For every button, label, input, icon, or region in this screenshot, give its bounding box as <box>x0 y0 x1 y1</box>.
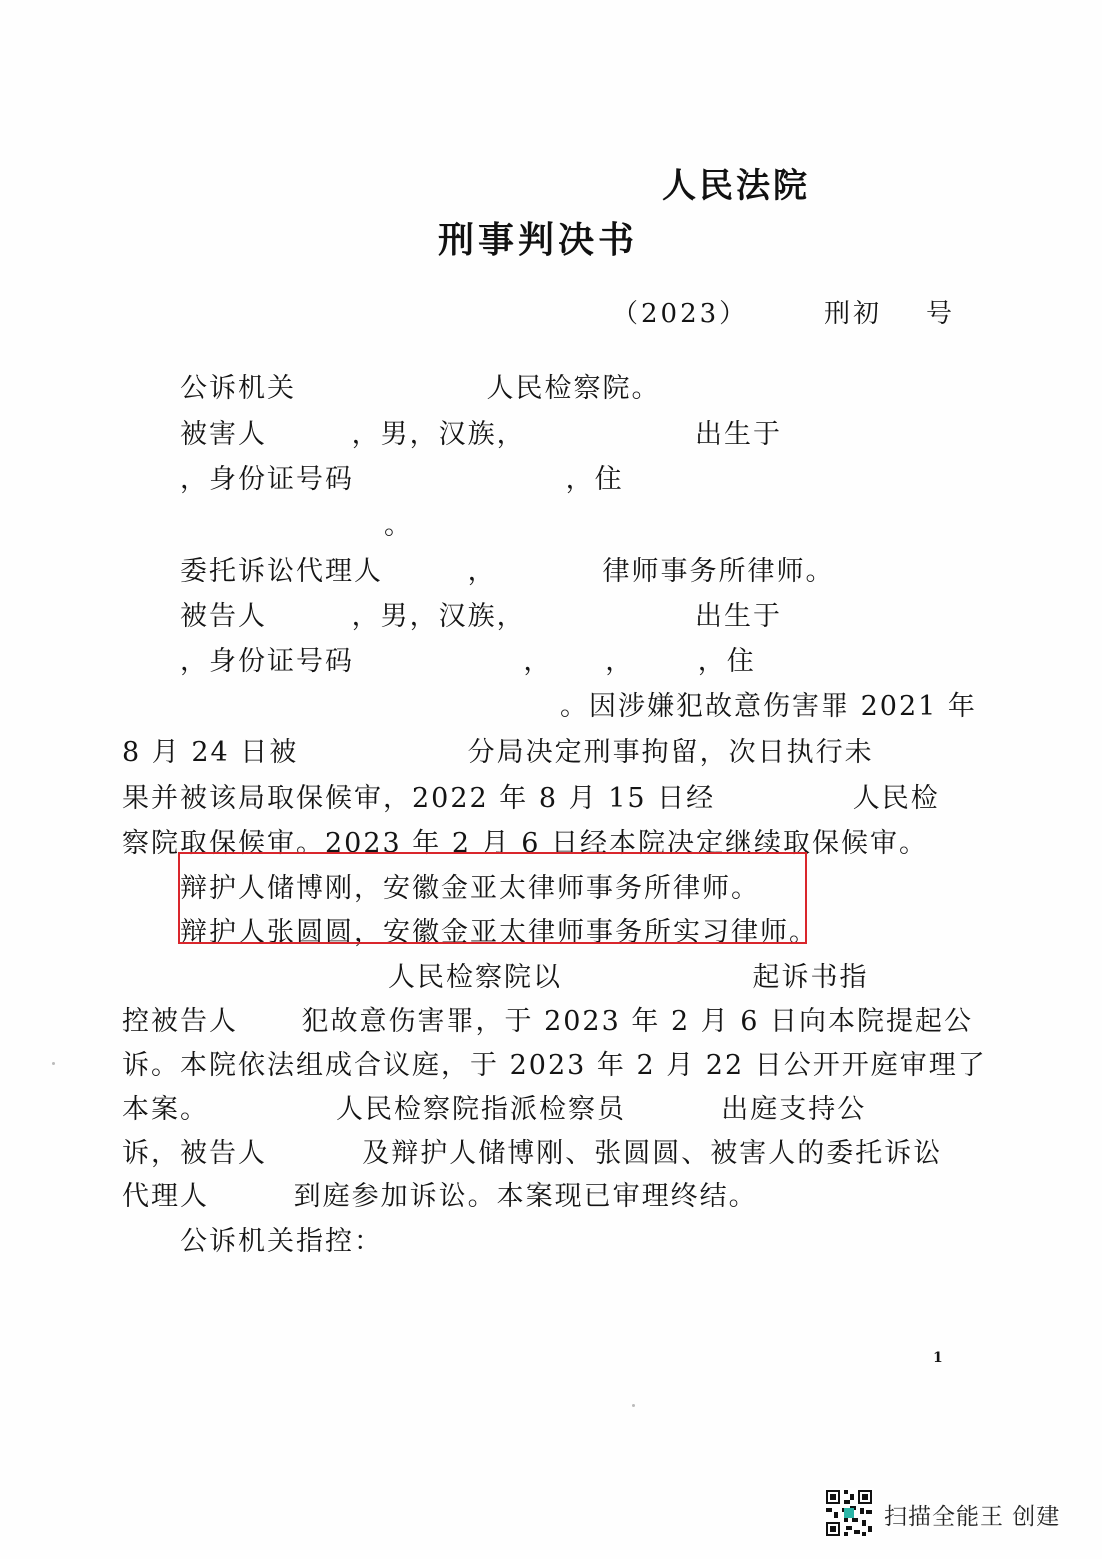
scan-speck <box>632 1404 635 1407</box>
text-line: 诉，被告人 及辩护人储博刚、张圆圆、被害人的委托诉讼 <box>122 1138 943 1169</box>
scanner-watermark <box>824 1488 1074 1540</box>
court-name: 人民法院 <box>662 166 810 206</box>
text-line: 被害人 ，男，汉族， 出生于 <box>180 419 782 450</box>
text-line: 人民检察院以 起诉书指 <box>388 962 869 993</box>
text-line: 代理人 到庭参加诉讼。本案现已审理终结。 <box>122 1181 758 1212</box>
text-line: 8 月 24 日被 分局决定刑事拘留，次日执行未 <box>122 737 874 768</box>
text-line: ，身份证号码 ， ， ，住 <box>180 646 756 677</box>
text-line: ，身份证号码 ，住 <box>180 464 624 495</box>
highlight-box <box>178 852 807 944</box>
text-line: 被告人 ，男，汉族， 出生于 <box>180 601 782 632</box>
text-line: 。 <box>384 510 413 541</box>
text-line: 诉。本院依法组成合议庭，于 2023 年 2 月 22 日公开开庭审理了 <box>122 1050 987 1081</box>
case-number-type: 刑初 <box>824 299 883 329</box>
defender-line: 辩护人储博刚，安徽金亚太律师事务所律师。 <box>180 873 760 904</box>
document-title: 刑事判决书 <box>438 220 639 261</box>
case-number-year: （2023） <box>612 299 749 329</box>
defender-line: 辩护人张圆圆，安徽金亚太律师事务所实习律师。 <box>180 917 818 948</box>
text-line: 公诉机关指控： <box>180 1226 383 1257</box>
text-line: 委托诉讼代理人 ， 律师事务所律师。 <box>180 556 835 587</box>
scanner-brand-text: 扫描全能王 创建 <box>884 1504 1061 1530</box>
text-line: 公诉机关 人民检察院。 <box>180 373 661 404</box>
page-number: 1 <box>933 1350 943 1366</box>
text-line: 控被告人 犯故意伤害罪，于 2023 年 2 月 6 日向本院提起公 <box>122 1006 974 1037</box>
case-number-suffix: 号 <box>926 299 956 329</box>
text-line: 察院取保候审。2023 年 2 月 6 日经本院决定继续取保候审。 <box>122 828 928 859</box>
text-line: 。因涉嫌犯故意伤害罪 2021 年 <box>560 691 977 722</box>
text-line: 本案。 人民检察院指派检察员 出庭支持公 <box>122 1094 867 1125</box>
text-line: 果并被该局取保候审，2022 年 8 月 15 日经 人民检 <box>122 783 940 814</box>
scan-speck <box>52 1062 55 1065</box>
qr-code-icon <box>824 1488 874 1538</box>
